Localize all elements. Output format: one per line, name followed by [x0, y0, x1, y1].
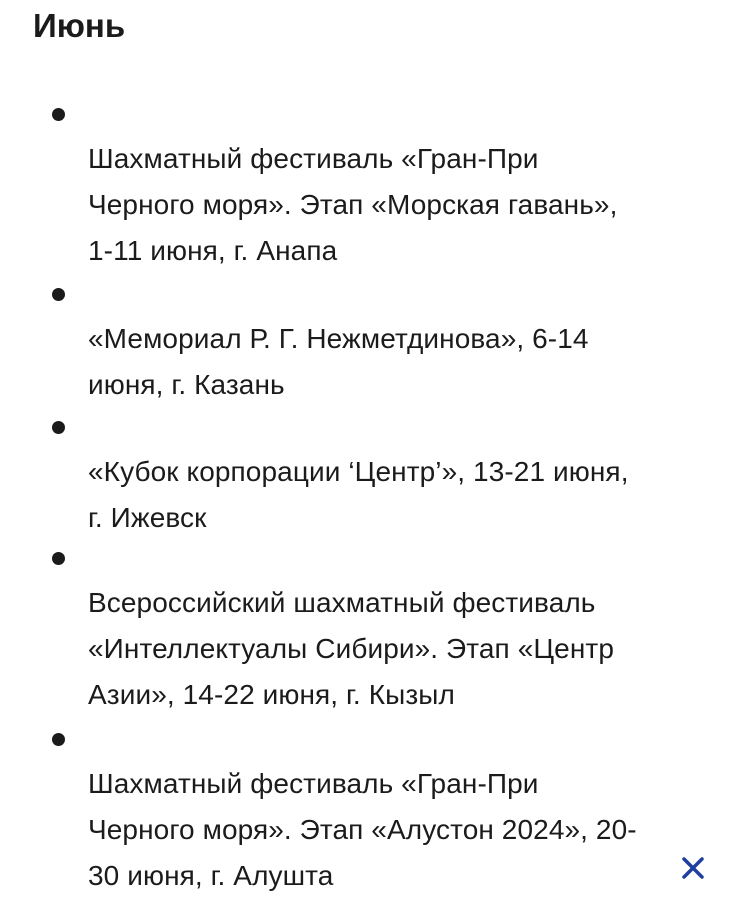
event-line: г. Ижевск — [88, 502, 207, 533]
event-line: «Мемориал Р. Г. Нежметдинова», 6-14 — [88, 323, 589, 354]
bullet-icon — [52, 288, 65, 301]
close-button[interactable] — [675, 850, 711, 886]
bullet-icon — [52, 733, 65, 746]
event-line: Азии», 14-22 июня, г. Кызыл — [88, 679, 455, 710]
event-line: 1-11 июня, г. Анапа — [88, 235, 338, 266]
close-icon — [677, 852, 709, 884]
event-line: июня, г. Казань — [88, 369, 285, 400]
event-line: Черного моря». Этап «Алустон 2024», 20- — [88, 814, 637, 845]
event-line: Всероссийский шахматный фестиваль — [88, 587, 596, 618]
event-text — [88, 316, 713, 408]
event-line: «Интеллектуалы Сибири». Этап «Центр — [88, 633, 615, 664]
event-line: «Кубок корпорации ‘Центр’», 13-21 июня, — [88, 456, 629, 487]
bullet-icon — [52, 421, 65, 434]
section-title: Июнь — [33, 7, 126, 44]
bullet-icon — [52, 552, 65, 565]
event-line: Шахматный фестиваль «Гран-При — [88, 143, 539, 174]
event-text — [88, 761, 713, 899]
event-line: Черного моря». Этап «Морская гавань», — [88, 189, 618, 220]
event-line: 30 июня, г. Алушта — [88, 860, 334, 891]
event-text — [88, 580, 713, 718]
bullet-icon — [52, 108, 65, 121]
event-line: Шахматный фестиваль «Гран-При — [88, 768, 539, 799]
event-text — [88, 136, 713, 274]
event-text — [88, 449, 713, 541]
